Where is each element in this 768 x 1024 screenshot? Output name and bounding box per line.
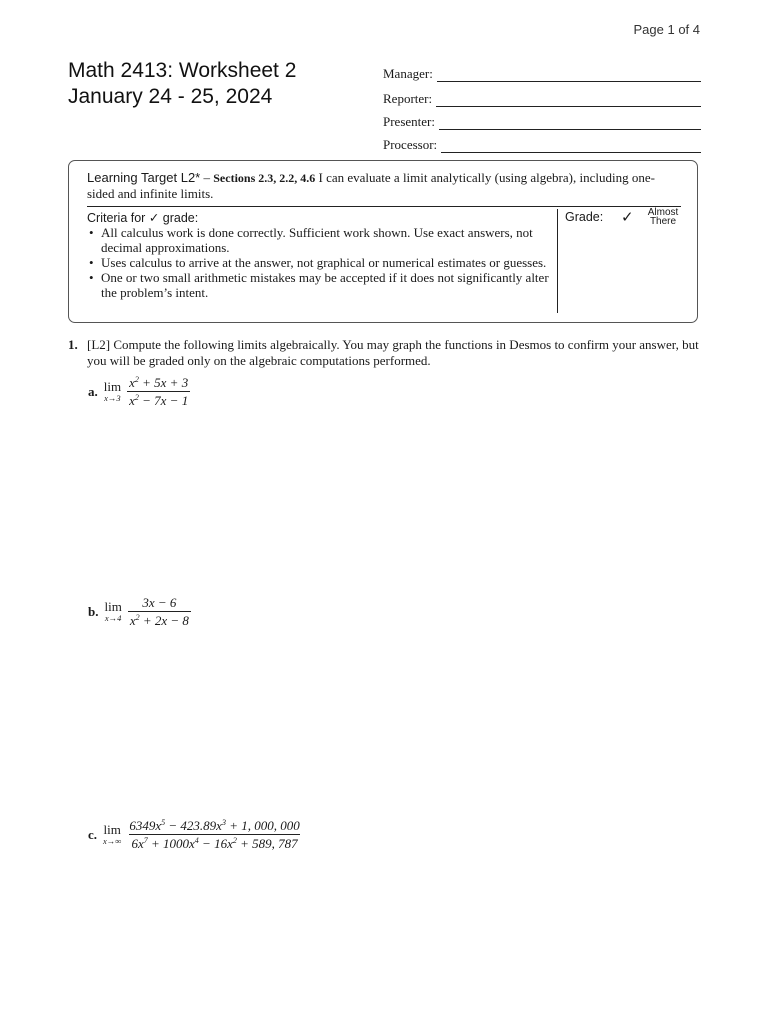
title-line-date: January 24 - 25, 2024 <box>68 85 273 108</box>
lim-word: lim <box>103 822 121 837</box>
part-c <box>88 818 302 851</box>
denominator: $x^2 - 7x - 1$ <box>129 393 189 408</box>
part-label: b. <box>88 603 99 619</box>
criteria-text: Uses calculus to arrive at the answer, not graphical or numerical estimates or guesses. <box>101 255 547 270</box>
lim-subscript: x→3 <box>104 393 121 403</box>
part-a <box>88 375 190 408</box>
role-manager <box>383 64 701 82</box>
bullet-icon: • <box>89 225 94 240</box>
there-line: There <box>649 216 677 227</box>
criteria-item <box>87 255 553 270</box>
question-1 <box>68 337 700 369</box>
role-blank-line <box>441 139 701 153</box>
question-number: 1. <box>68 337 78 352</box>
criteria-item <box>87 270 553 300</box>
part-label: c. <box>88 826 98 842</box>
limit-operator <box>103 823 121 846</box>
role-label: Processor: <box>383 137 438 152</box>
criteria-title: Criteria for ✓ grade: <box>87 211 199 225</box>
role-reporter <box>383 89 701 107</box>
lim-word: lim <box>104 599 122 614</box>
criteria-text: One or two small arithmetic mistakes may be accepted if it does not significantly alter the problem’s intent. <box>101 270 549 300</box>
bullet-icon: • <box>89 270 94 285</box>
learning-target-sections: Sections 2.3, 2.2, 4.6 <box>213 171 316 185</box>
part-label: a. <box>88 383 98 399</box>
role-processor <box>383 135 701 153</box>
target-divider <box>87 206 681 207</box>
criteria-list <box>87 225 553 300</box>
fraction <box>127 375 190 408</box>
numerator: $6349x^5 - 423.89x^3 + 1$, 000, 000 <box>129 818 300 833</box>
learning-target-text: I can evaluate a limit analytically (using algebra), including one-sided and infinite limits. <box>87 170 655 201</box>
checkmark-icon: ✓ <box>621 210 634 226</box>
learning-target-dash: – <box>200 170 214 185</box>
page-indicator: Page 1 of 4 <box>633 22 700 37</box>
learning-target-statement <box>87 170 681 202</box>
criteria-item <box>87 225 553 255</box>
numerator: 3x − 6 <box>142 595 177 610</box>
role-blank-line <box>439 116 701 130</box>
role-presenter <box>383 112 701 130</box>
role-label: Manager: <box>383 66 433 81</box>
criteria-text: All calculus work is done correctly. Sufficient work shown. Use exact answers, not decimal approximations. <box>101 225 533 255</box>
role-label: Presenter: <box>383 114 435 129</box>
limit-operator <box>104 380 121 403</box>
lim-subscript: x→4 <box>104 613 122 623</box>
lim-subscript: x→∞ <box>103 836 122 846</box>
role-blank-line <box>437 68 701 82</box>
almost-line: Almost <box>647 207 679 218</box>
fraction <box>127 818 301 851</box>
grade-label: Grade: <box>565 210 604 224</box>
role-label: Reporter: <box>383 91 433 106</box>
denominator: $6x^7 + 1000x^4 - 16x^2 + 589$, 787 <box>131 836 298 851</box>
almost-there-label <box>641 208 685 226</box>
fraction <box>128 595 191 628</box>
part-b <box>88 595 191 628</box>
role-blank-line <box>436 93 701 107</box>
learning-target-box <box>68 160 698 323</box>
lim-word: lim <box>103 379 122 394</box>
limit-operator <box>104 600 121 623</box>
grade-column-divider <box>557 209 558 313</box>
numerator: $x^2 + 5x + 3$ <box>129 375 189 390</box>
worksheet-title <box>68 58 296 110</box>
learning-target-name: Learning Target L2* <box>87 170 201 185</box>
question-text: [L2] Compute the following limits algebraically. You may graph the functions in Desmos to confirm your answer, but you will be graded only on the algebraic computations performed. <box>87 337 699 368</box>
title-line-course: Math 2413: Worksheet 2 <box>68 59 297 82</box>
denominator: $x^2 + 2x - 8$ <box>129 613 189 628</box>
bullet-icon: • <box>89 255 94 270</box>
